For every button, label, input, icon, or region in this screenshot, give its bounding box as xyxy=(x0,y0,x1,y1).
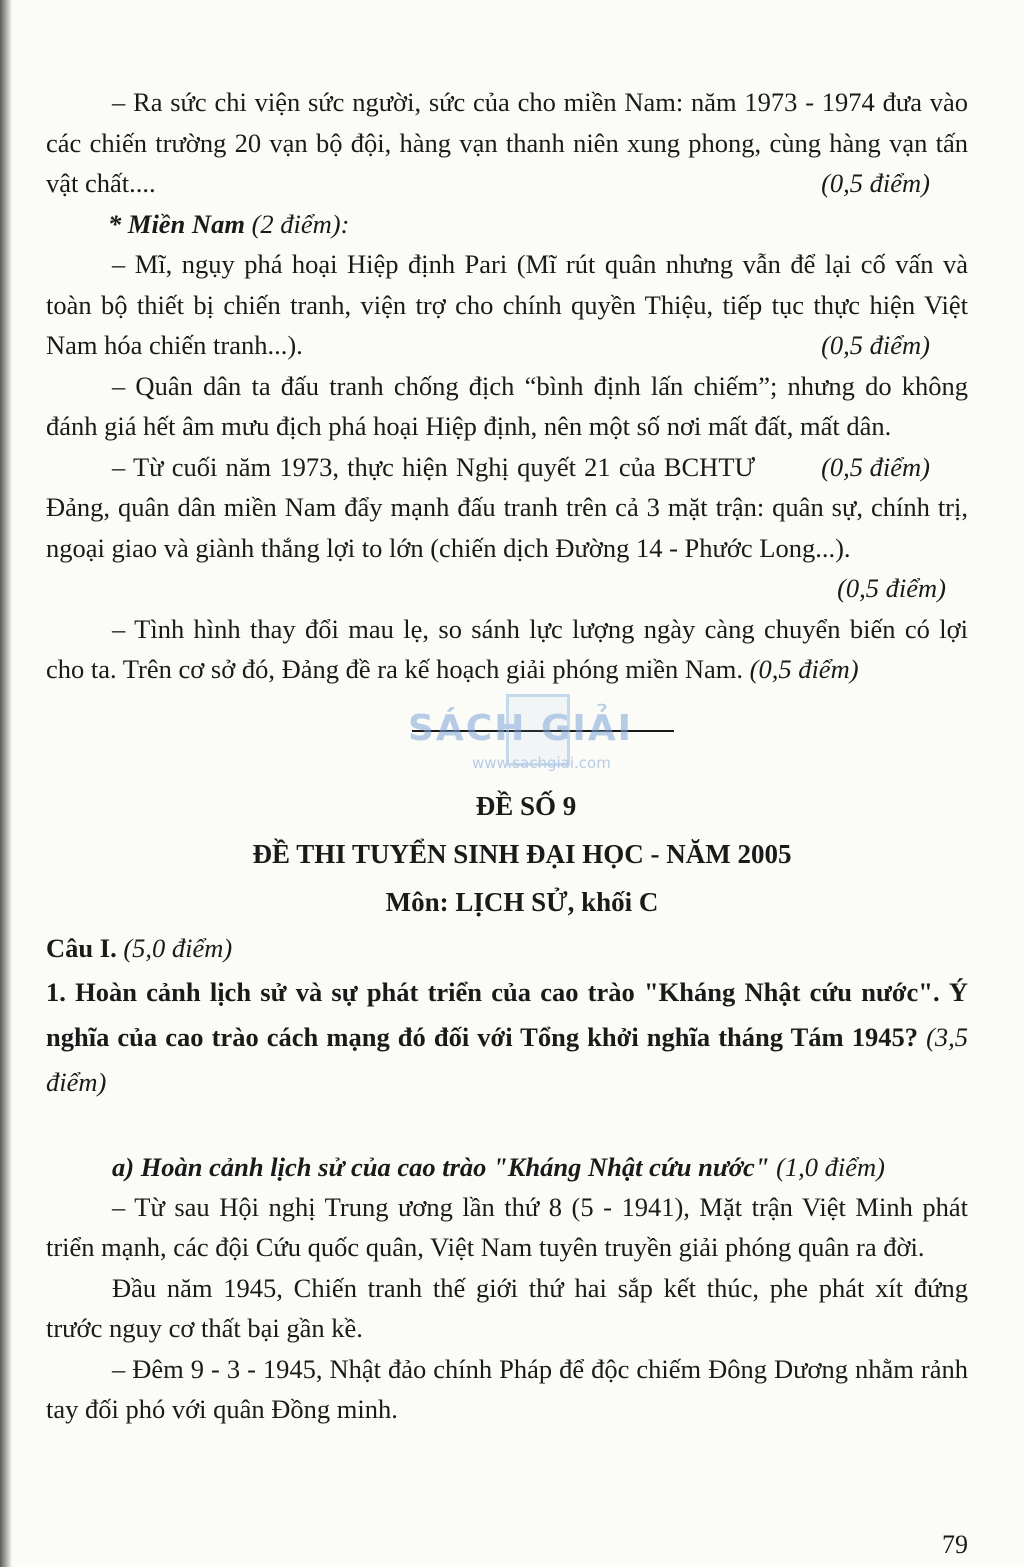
exam-subject: Môn: LỊCH SỬ, khối C xyxy=(385,886,659,917)
subsection-a-heading: a) Hoàn cảnh lịch sử của cao trào "Kháng Nhật cứu nước" (1,0 điểm) xyxy=(112,1151,885,1182)
paragraph-japanese-coup: – Đêm 9 - 3 - 1945, Nhật đảo chính Pháp để độc chiếm Đông Dương nhằm rảnh tay đối phó với quân Đồng minh. xyxy=(46,1353,968,1424)
question-label: Câu I. (5,0 điểm) xyxy=(46,932,233,963)
paragraph-early-1945: Đầu năm 1945, Chiến tranh thế giới thứ hai sắp kết thúc, phe phát xít đứng trước nguy cơ thất bại gần kề. xyxy=(46,1272,968,1343)
watermark-text: SÁCH GIẢI xyxy=(408,707,634,749)
score-label: (0,5 điểm) xyxy=(821,451,930,482)
paragraph-us-sabotage: – Mĩ, ngụy phá hoại Hiệp định Pari (Mĩ rút quân nhưng vẫn để lại cố vấn và toàn bộ thiết bị chiến tranh, viện trợ cho chính quyền Thiệu, tiếp tục thực hiện Việt Nam hóa chiến tranh...). (0,5 điểm) xyxy=(46,244,968,366)
score-label: (0,5 điểm) xyxy=(821,330,930,360)
south-section-heading: * Miền Nam (2 điểm): xyxy=(108,208,350,239)
paragraph-north-support: – Ra sức chi viện sức người, sức của cho miền Nam: năm 1973 - 1974 đưa vào các chiến trường 20 vạn bộ đội, hàng vạn thanh niên xung phong, cùng hàng vạn tấn vật chất.... (0,5 điểm) xyxy=(46,82,968,204)
page-binding-edge xyxy=(0,0,12,1567)
paragraph-pacification: – Quân dân ta đấu tranh chống địch “bình định lấn chiếm”; nhưng do không đánh giá hết âm mưu địch phá hoại Hiệp định, nên một số nơi mất đất, mất dân. (0,5 điểm) xyxy=(46,366,968,447)
watermark-logo xyxy=(408,694,648,774)
exam-number: ĐỀ SỐ 9 xyxy=(475,790,577,821)
score-label: (0,5 điểm) xyxy=(821,168,930,198)
paragraph-conference-8: – Từ sau Hội nghị Trung ương lần thứ 8 (5 - 1941), Mặt trận Việt Minh phát triển mạnh, các đội Cứu quốc quân, Việt Nam tuyên truyền giải phóng quân ra đời. xyxy=(46,1191,968,1262)
paragraph-resolution-21: – Từ cuối năm 1973, thực hiện Nghị quyết 21 của BCHTƯ Đảng, quân dân miền Nam đẩy mạnh đấu tranh trên cả 3 mặt trận: quân sự, chính trị, ngoại giao và giành thắng lợi to lớn (chiến dịch Đường 14 - Phước Long...). xyxy=(46,451,968,563)
question-1-prompt: 1. Hoàn cảnh lịch sử và sự phát triển của cao trào "Kháng Nhật cứu nước". Ý nghĩa của cao trào cách mạng đó đối với Tổng khởi nghĩa tháng Tám 1945? (3,5 điểm) xyxy=(46,976,969,1097)
score-label: (0,5 điểm) xyxy=(749,654,859,684)
page-content xyxy=(46,82,968,1430)
watermark-url: www.sachgiai.com xyxy=(472,753,611,772)
exam-title: ĐỀ THI TUYỂN SINH ĐẠI HỌC - NĂM 2005 xyxy=(252,838,792,869)
section-divider xyxy=(46,690,968,786)
score-label: (0,5 điểm) xyxy=(837,573,946,603)
page-number: 79 xyxy=(942,1530,968,1559)
paragraph-situation-change: – Tình hình thay đổi mau lẹ, so sánh lực lượng ngày càng chuyển biến có lợi cho ta. Trên cơ sở đó, Đảng đề ra kế hoạch giải phóng miền Nam. (0,5 điểm) xyxy=(46,613,968,684)
